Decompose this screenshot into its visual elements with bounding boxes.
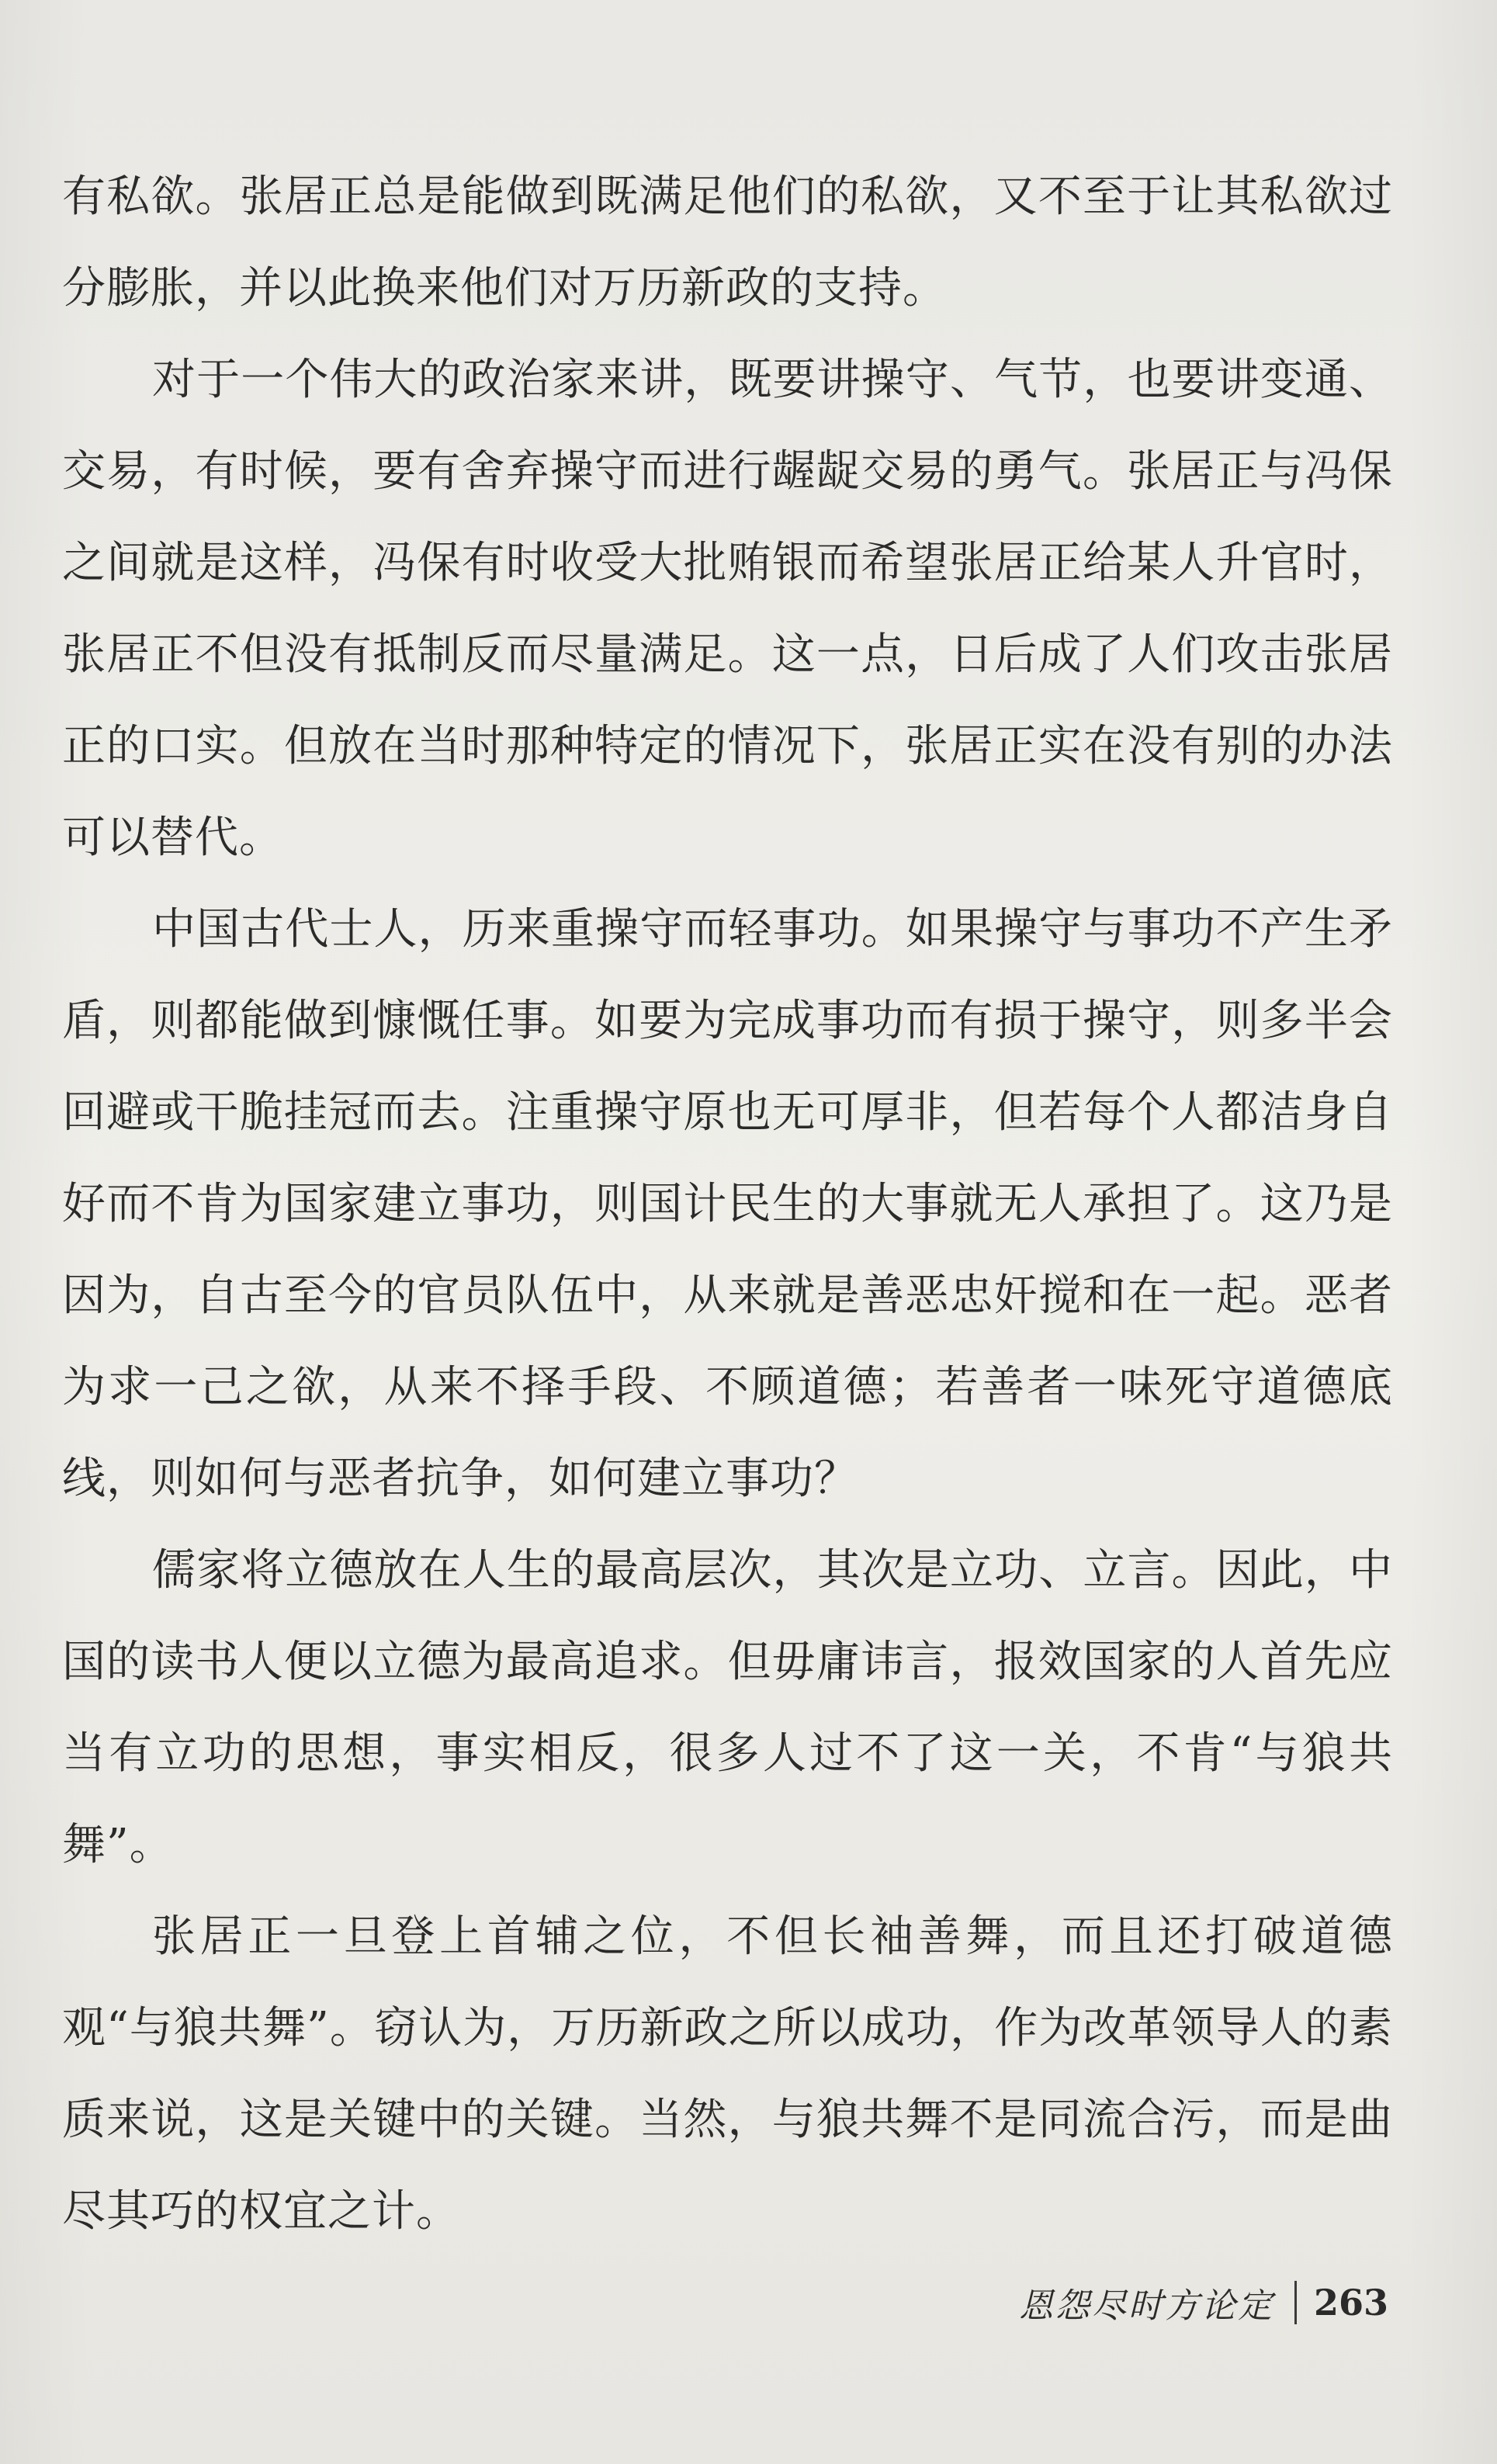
body-text	[62, 151, 1393, 2258]
page-number: 263	[1313, 2282, 1388, 2324]
running-title: 恩怨尽时方论定	[1018, 2286, 1274, 2326]
page-footer	[1019, 2278, 1388, 2327]
paragraph: 儒家将立德放在人生的最高层次，其次是立功、立言。因此，中国的读书人便以立德为最高追求。但毋庸讳言，报效国家的人首先应当有立功的思想，事实相反，很多人过不了这一关，不肯“与狼共舞”。	[62, 1545, 1393, 1870]
paragraph: 对于一个伟大的政治家来讲，既要讲操守、气节，也要讲变通、交易，有时候，要有舍弃操守而进行龌龊交易的勇气。张居正与冯保之间就是这样，冯保有时收受大批贿银而希望张居正给某人升官时，张居正不但没有抵制反而尽量满足。这一点，日后成了人们攻击张居正的口实。但放在当时那种特定的情况下，张居正实在没有别的办法可以替代。	[62, 355, 1393, 863]
paragraph: 张居正一旦登上首辅之位，不但长袖善舞，而且还打破道德观“与狼共舞”。窃认为，万历新政之所以成功，作为改革领导人的素质来说，这是关键中的关键。当然，与狼共舞不是同流合污，而是曲尽其巧的权宜之计。	[62, 1911, 1393, 2237]
footer-divider	[1294, 2281, 1297, 2324]
paragraph: 中国古代士人，历来重操守而轻事功。如果操守与事功不产生矛盾，则都能做到慷慨任事。如要为完成事功而有损于操守，则多半会回避或干脆挂冠而去。注重操守原也无可厚非，但若每个人都洁身自好而不肯为国家建立事功，则国计民生的大事就无人承担了。这乃是因为，自古至今的官员队伍中，从来就是善恶忠奸搅和在一起。恶者为求一己之欲，从来不择手段、不顾道德；若善者一味死守道德底线，则如何与恶者抗争，如何建立事功？	[62, 904, 1393, 1504]
paragraph-continued: 有私欲。张居正总是能做到既满足他们的私欲，又不至于让其私欲过分膨胀，并以此换来他们对万历新政的支持。	[62, 172, 1393, 314]
